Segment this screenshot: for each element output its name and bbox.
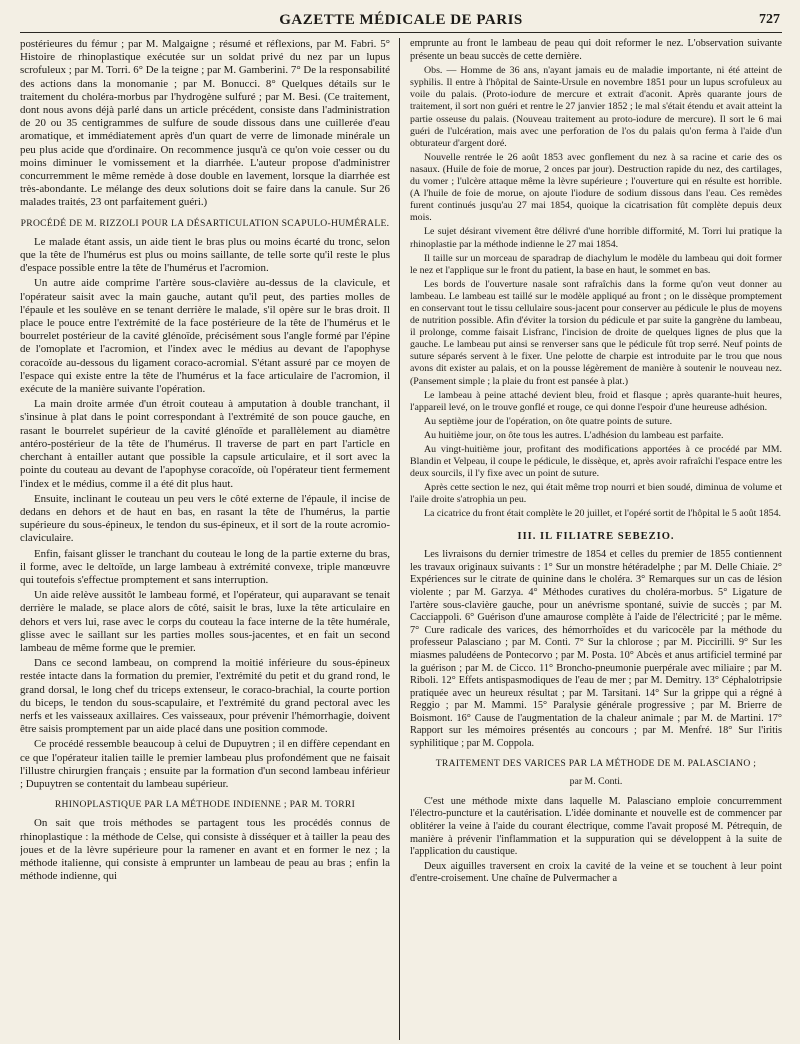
observation-paragraph: Les bords de l'ouverture nasale sont rafraîchis dans la forme qu'on veut donner au lambeau. Le lambeau est taillé sur le modèle appliqué au front ; on le dissèque promptement en conservant tout le tissu cellulaire sous-jacent pour conserver au pédicule le plus de moyens de nutrition possible. Afin d'éviter la torsion du pédicule et par suite la gangrène du lambeau, il prolonge, comme faisait Lisfranc, l'incision de droite de quelques lignes de plus que la gauche. Le lambeau put ainsi se renverser sans que le pédicule fût trop serré. Neuf points de suture séparés servent à le fixer. Une pelotte de charpie est introduite par le trou que nous avons dit exister au palais, et on la pousse légèrement de manière à soutenir le nouveau nez. (Pansement simple ; la plaie du front est pansée à plat.): [410, 278, 782, 387]
paragraph: Les livraisons du dernier trimestre de 1854 et celles du premier de 1855 contiennent les travaux originaux suivants : 1° Sur un monstre hétéradelphe ; par M. Delle Chiaie. 2° Expériences sur le citrate de quinine dans le choléra. 3° Remarques sur un cas de lésion violente ; par M. Garzya. 4° Méthodes curatives du choléra-morbus. 5° Ligature de l'artère sous-clavière gauche, pour un anévrisme spontané, suivie de succès ; par M. Cacciappoli. 6° Guérison d'une amaurose complète à l'aide de l'électricité ; par le même. 7° Cure radicale des varices, des hémorrhoïdes et du varicocèle par la méthode du professeur Palasciano ; par M. Conti. 7° Sur la chlorose ; par M. Piccirilli. 9° Sur les miasmes paludéens de Pontecorvo ; par M. Posta. 10° Abcès et anus artificiel terminé par la guérison ; par M. de Cicco. 11° Broncho-pneumonie puerpérale avec miliaire ; par M. Riboli. 12° Effets antispasmodiques de l'eau de mer ; par M. Demitry. 13° Céphalotripsie pratiquée avec un heureux résultat ; par M. Tarsitani. 14° Sur la grippe qui a régné à Reggio ; par M. Mammi. 15° Paralysie générale progressive ; par M. Brierre de Boismont. 16° Cause de l'augmentation de la chaleur animale ; par M. de Martini. 17° Rapport sur les mémoires présentés au concours ; par M. Menfré. 18° Sur l'iritis syphilitique ; par M. Coppola.: [410, 549, 782, 750]
paragraph: Enfin, faisant glisser le tranchant du couteau le long de la partie externe du bras, il forme, avec le deltoïde, un large lambeau à extrémité convexe, triple manœuvre qui toutefois s'effectue promptement et sans interruption.: [20, 547, 390, 586]
observation-paragraph: Après cette section le nez, qui était même trop nourri et bien soudé, diminua de volume et l'aile droite s'atrophia un peu.: [410, 482, 782, 506]
paragraph: La main droite armée d'un étroit couteau à amputation à double tranchant, il s'insinue à plat dans le point correspondant à l'extrémité de son pouce gauche, en rasant le bourrelet supérieur de la cavité glénoïde et parallèlement au diamètre antéro-postérieur de la tête de l'humérus. Il traverse de part en part l'article en cherchant à entailler autant que possible la capsule articulaire, et il sort avec la pointe du couteau au devant de l'apophyse coracoïde, où l'opérateur tient fermement l'index et le médius, comme il a été dit plus haut.: [20, 398, 390, 490]
section-heading-rhinoplastique: RHINOPLASTIQUE PAR LA MÉTHODE INDIENNE ; PAR M. TORRI: [54, 799, 356, 811]
paragraph: C'est une méthode mixte dans laquelle M. Palasciano emploie concurremment l'électro-puncture et la cautérisation. L'idée dominante et nouvelle est de commencer par oblitérer la veine à l'aide du courant électrique, comme l'avait proposé M. Pétrequin, de manière à prévenir l'inflammation et la suppuration qui se développent à la suite de l'application du caustique.: [410, 795, 782, 858]
paragraph: Un autre aide comprime l'artère sous-clavière au-dessus de la clavicule, et l'opérateur saisit avec la main gauche, autant qu'il peut, des parties molles de l'épaule et les soulève en se tenant derrière le malade, s'il opère sur le bras droit. Il place le pouce entre l'extrémité de la face postérieure de la tête de l'humérus et le bourrelet postérieur de la cavité glénoïde, précisément sous l'angle formé par l'épine de l'omoplate et l'acromion, et l'index avec le médius au devant de l'apophyse coracoïde au-dessous du ligament coraco-acromial. S'étant assuré par ce moyen de l'espace qui existe entre la tête de l'humérus et la face articulaire de l'acromion, il exécute de la manière suivante l'opération.: [20, 277, 390, 396]
section-author: par M. Conti.: [569, 776, 623, 788]
observation-paragraph: Au huitième jour, on ôte tous les autres. L'adhésion du lambeau est parfaite.: [424, 429, 724, 441]
paragraph: Ensuite, inclinant le couteau un peu vers le côté externe de l'épaule, il incise de dedans en dehors et de haut en bas, en rasant la tête de l'humérus, la partie supérieure du sous-épineux, le tendon du sus-épineux, et il sort de la route acromio-claviculaire.: [20, 492, 390, 545]
paragraph: emprunte au front le lambeau de peau qui doit reformer le nez. L'observation suivante présente un beau succès de cette dernière.: [410, 38, 782, 62]
section-heading-rizzoli: PROCÉDÉ DE M. RIZZOLI POUR LA DÉSARTICULATION SCAPULO-HUMÉRALE.: [20, 217, 390, 229]
paragraph: Le malade étant assis, un aide tient le bras plus ou moins écarté du tronc, selon que la tête de l'humérus est plus ou moins saillante, de telle sorte qu'il reste le plus d'espace possible entre la tête de l'humérus et l'acromion.: [20, 235, 390, 275]
paragraph: On sait que trois méthodes se partagent tous les procédés connus de rhinoplastique : la méthode de Celse, qui consiste à disséquer et à tailler la peau des joues et de la lèvre supérieure pour la ramener en avant et en former le nez ; la méthode italienne, qui consiste à emprunter un lambeau de peau au bras ; enfin la méthode indienne, qui: [20, 817, 390, 883]
section-heading-varices: TRAITEMENT DES VARICES PAR LA MÉTHODE DE M. PALASCIANO ;: [435, 757, 757, 769]
right-column: [410, 38, 782, 1040]
left-column: [20, 38, 390, 1040]
page-number: 727: [759, 12, 780, 27]
section-heading-filiatre: III. IL FILIATRE SEBEZIO.: [517, 530, 675, 542]
paragraph: Deux aiguilles traversent en croix la cavité de la veine et se touchent à leur point d'entre-croisement. Une chaîne de Pulvermacher a: [410, 860, 782, 885]
observation-paragraph: Nouvelle rentrée le 26 août 1853 avec gonflement du nez à sa racine et carie des os nasaux. (Huile de foie de morue, 2 onces par jour). Destruction rapide du nez, des cartilages, du vomer ; l'ulcère attaque même la lèvre supérieure ; l'ouverture qui en résulte est horrible. (A l'huile de foie de morue, on ajoute l'iodure de sodium dissous dans l'eau. Ces remèdes furent continués jusqu'au 27 mai 1854, quoique la cicatrisation fût complète depuis deux mois.: [410, 151, 782, 224]
paragraph: Ce procédé ressemble beaucoup à celui de Dupuytren ; il en diffère cependant en ce que l'opérateur italien taille le premier lambeau plus profondément que ne faisait l'illustre chirurgien français ; ensuite par la formation d'un second lambeau inférieur ; Dupuytren se contentait du lambeau supérieur.: [20, 738, 390, 790]
observation-paragraph: La cicatrice du front était complète le 20 juillet, et l'opéré sortit de l'hôpital le 5 août 1854.: [424, 508, 782, 520]
observation-paragraph: Au septième jour de l'opération, on ôte quatre points de suture.: [424, 415, 673, 427]
observation-paragraph: Il taille sur un morceau de sparadrap de diachylum le modèle du lambeau qui doit former le nez et l'applique sur le front du patient, la base en haut, le sommet en bas.: [410, 252, 782, 276]
paragraph: Un aide relève aussitôt le lambeau formé, et l'opérateur, qui auparavant se tenait derrière le malade, se place alors de côté, saisit le bras, luxe la tête articulaire en dehors et vers lui, rase avec le corps du couteau la face interne de la tête humérale, glisse avec le saillant sur les parties molles sous-jacentes, et en fait un second lambeau de même forme que le premier.: [20, 589, 390, 654]
journal-page: [20, 10, 782, 1040]
journal-title: GAZETTE MÉDICALE DE PARIS: [279, 12, 523, 28]
observation-paragraph: Au vingt-huitième jour, profitant des modifications apportées à ce procédé par MM. Blandin et Velpeau, il coupe le pédicule, le dissèque, et, après avoir rafraîchi l'espace entre les deux sourcils, il l'y fixe avec un point de suture.: [410, 444, 782, 480]
paragraph: Dans ce second lambeau, on comprend la moitié inférieure du sous-épineux restée intacte dans la formation du premier, l'extrémité du petit et du grand rond, le grand dorsal, le long chef du triceps extenseur, le coraco-brachial, la courte portion du biceps, le tendon du sous-scapulaire, et l'extrémité du grand pectoral avec les nerfs et les vaisseaux axillaires. Ces vaisseaux, pour prévenir l'hémorrhagie, doivent être saisis promptement par un aide placé dans une position commode.: [20, 657, 390, 736]
observation-paragraph: Le sujet désirant vivement être délivré d'une horrible difformité, M. Torri lui pratique la rhinoplastie par la méthode indienne le 27 mai 1854.: [410, 226, 782, 250]
observation-paragraph: Obs. — Homme de 36 ans, n'ayant jamais eu de maladie importante, ni été atteint de syphilis. Il entre à l'hôpital de Sainte-Ursule en novembre 1851 pour un lupus scrofuleux au voile du palais. (Proto-iodure de mercure et extrait d'aconit. Après quarante jours de traitement, il sort non guéri et rentre le 27 janvier 1852 ; le mal s'était étendu et avait atteint la partie osseuse du palais. (Nouveau traitement au proto-iodure de mercure). Il sort le 6 mai guéri de l'ulcération, mais avec une perforation de l'os du palais qu'on ferma à l'aide d'un obturateur d'argent doré.: [410, 65, 782, 149]
observation-paragraph: Le lambeau à peine attaché devient bleu, froid et flasque ; après quarante-huit heures, l'appareil levé, on le trouve gonflé et rouge, ce qui donne l'espoir d'une heureuse adhésion.: [410, 389, 782, 413]
running-header: [20, 10, 782, 33]
paragraph: postérieures du fémur ; par M. Malgaigne ; résumé et réflexions, par M. Fabri. 5° Histoire de rhinoplastique exécutée sur un soldat privé du nez par un lupus scrofuleux ; par M. Torri. 6° De la teigne ; par M. Gamberini. 7° De la responsabilité des actions dans la monomanie ; par M. Bonucci. 8° Quelques détails sur le traitement du choléra-morbus par l'hydrogène sulfuré ; par M. Besi. (Ce traitement, dont nous avons déjà parlé dans un article précédent, consiste dans l'administration de 20 ou 35 centigrammes de sulfure de soude dissous dans une cuillerée d'eau aromatique, et immédiatement après d'un quart de verre de limonade minérale un peu plus acide que d'ordinaire. On recommence jusqu'à ce qu'on voie cesser ou du moins diminuer le vomissement et la diarrhée. L'auteur propose d'administrer concurremment le même remède à dose double en lavement, lorsque la diarrhée est très-abondante. Le mélange des deux solutions doit se faire dans la canule. Sur 26 malades traités, 23 ont parfaitement guéri.): [20, 38, 390, 209]
